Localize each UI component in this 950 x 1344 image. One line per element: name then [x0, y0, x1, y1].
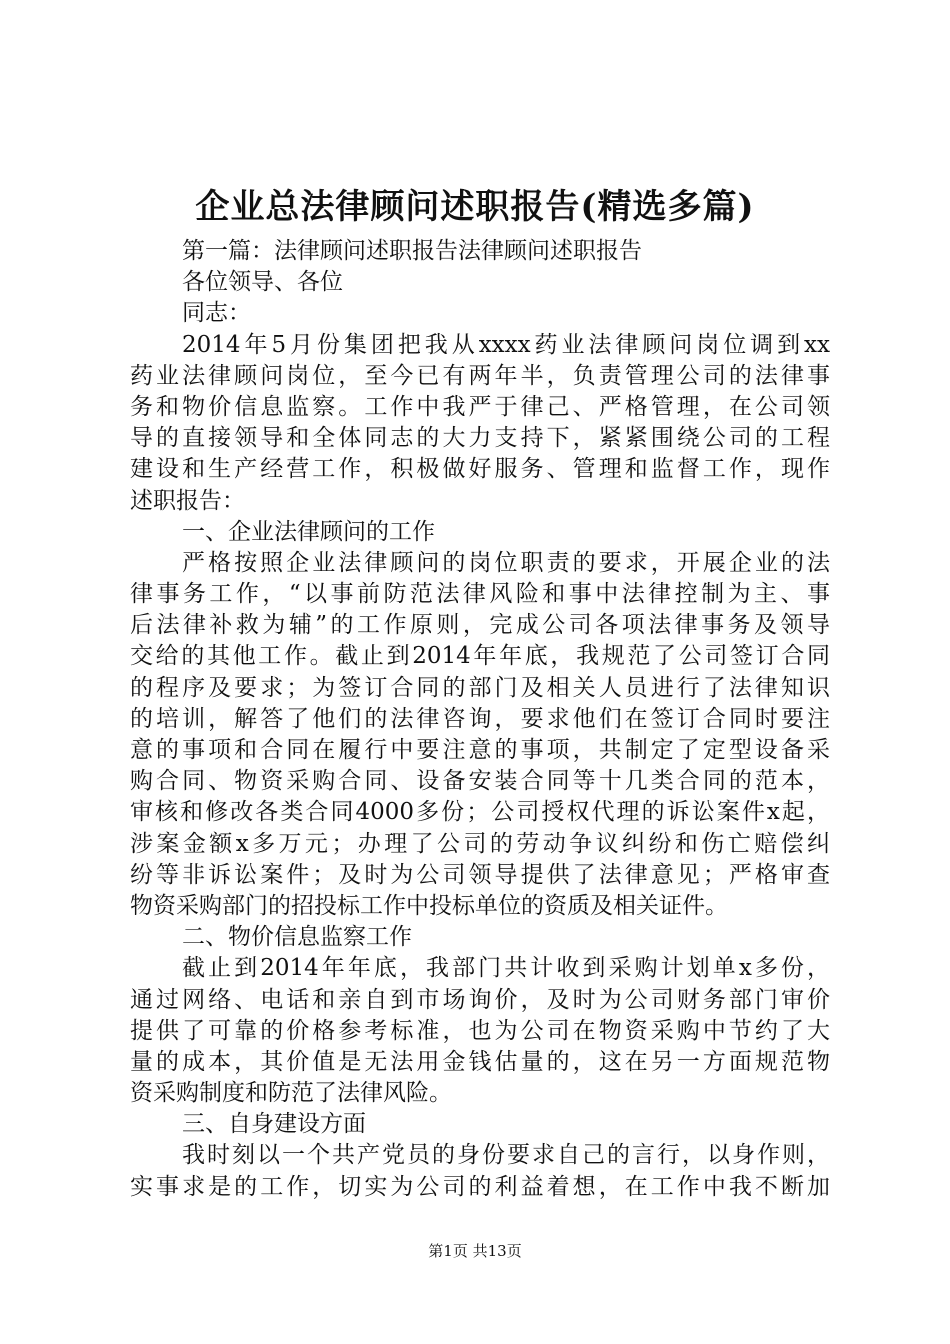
text-line: 同志：: [182, 300, 251, 327]
text-line: 审核和修改各类合同4000多份；公司授权代理的诉讼案件x起，: [130, 799, 830, 826]
text-line: 的程序及要求；为签订合同的部门及相关人员进行了法律知识: [130, 674, 830, 701]
text-line: 导的直接领导和全体同志的大力支持下，紧紧围绕公司的工程: [130, 425, 830, 452]
text-line: 通过网络、电话和亲自到市场询价，及时为公司财务部门审价: [130, 986, 830, 1013]
text-line: 药业法律顾问岗位，至今已有两年半，负责管理公司的法律事: [130, 362, 830, 389]
text-line: 意的事项和合同在履行中要注意的事项，共制定了定型设备采: [130, 737, 830, 763]
text-line: 律事务工作，“以事前防范法律风险和事中法律控制为主、事: [130, 581, 830, 608]
text-line: 二、物价信息监察工作: [182, 924, 412, 951]
text-line: 涉案金额x多万元；办理了公司的劳动争议纠纷和伤亡赔偿纠: [130, 830, 830, 857]
text-line: 述职报告：: [130, 487, 245, 514]
text-line: 后法律补救为辅”的工作原则，完成公司各项法律事务及领导: [130, 612, 830, 639]
document-body: [130, 236, 830, 1203]
document-title: 企业总法律顾问述职报告(精选多篇): [195, 187, 755, 227]
text-line: 交给的其他工作。截止到2014年年底，我规范了公司签订合同: [130, 643, 830, 670]
text-line: 纷等非诉讼案件；及时为公司领导提供了法律意见；严格审查: [130, 861, 830, 888]
text-line: 务和物价信息监察。工作中我严于律己、严格管理，在公司领: [130, 393, 830, 420]
text-line: 量的成本，其价值是无法用金钱估量的，这在另一方面规范物: [130, 1048, 830, 1075]
text-line: 建设和生产经营工作，积极做好服务、管理和监督工作，现作: [130, 456, 830, 483]
text-line: 购合同、物资采购合同、设备安装合同等十几类合同的范本，: [130, 768, 830, 795]
text-line: 我时刻以一个共产党员的身份要求自己的言行，以身作则，: [182, 1142, 830, 1169]
text-line: 提供了可靠的价格参考标准，也为公司在物资采购中节约了大: [130, 1017, 830, 1044]
text-line: 第一篇：法律顾问述职报告法律顾问述职报告: [182, 238, 642, 264]
text-line: 资采购制度和防范了法律风险。: [130, 1080, 452, 1107]
text-line: 一、企业法律顾问的工作: [182, 518, 435, 545]
page-footer: 第1页 共13页: [428, 1242, 522, 1260]
text-line: 的培训，解答了他们的法律咨询，要求他们在签订合同时要注: [130, 705, 830, 732]
text-line: 物资采购部门的招投标工作中投标单位的资质及相关证件。: [130, 892, 728, 919]
text-line: 各位领导、各位: [182, 269, 343, 296]
text-line: 2014年5月份集团把我从xxxx药业法律顾问岗位调到xx: [182, 331, 830, 358]
text-line: 截止到2014年年底，我部门共计收到采购计划单x多份，: [182, 955, 830, 982]
text-line: 三、自身建设方面: [182, 1111, 366, 1138]
text-line: 严格按照企业法律顾问的岗位职责的要求，开展企业的法: [182, 549, 830, 576]
text-line: 实事求是的工作，切实为公司的利益着想，在工作中我不断加: [130, 1173, 830, 1200]
